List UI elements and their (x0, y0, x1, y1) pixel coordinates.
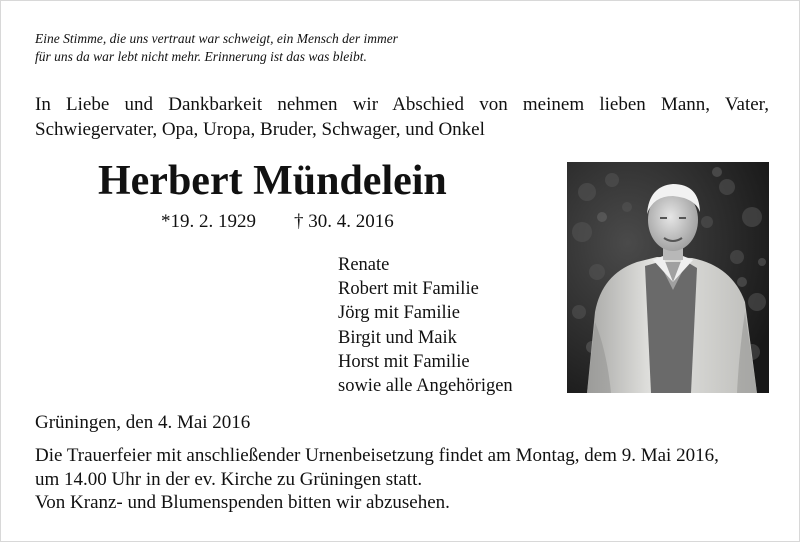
memorial-quote (35, 30, 495, 66)
mourner-item: Birgit und Maik (338, 327, 457, 348)
intro-line-1: In Liebe und Dankbarkeit nehmen wir Abschied von meinem lieben Mann, Vater, (35, 94, 769, 115)
place-and-date: Grüningen, den 4. Mai 2016 (35, 412, 251, 433)
ceremony-line-2: um 14.00 Uhr in der ev. Kirche zu Grüningen statt. (35, 468, 423, 490)
mourner-item: Horst mit Familie (338, 351, 470, 372)
mourner-item: Robert mit Familie (338, 279, 479, 300)
mourner-item: Jörg mit Familie (338, 303, 460, 324)
death-date: † 30. 4. 2016 (294, 211, 394, 232)
intro-line-2: Schwiegervater, Opa, Uropa, Bruder, Schwager, und Onkel (35, 119, 485, 140)
life-dates (161, 210, 394, 234)
ceremony-line-1: Die Trauerfeier mit anschließender Urnenbeisetzung findet am Montag, dem 9. Mai 2016, (35, 445, 719, 466)
portrait-photo-drawing (567, 162, 769, 393)
mourner-item: Renate (338, 255, 390, 275)
mourners-list (338, 253, 513, 398)
quote-line-2: für uns da war lebt nicht mehr. Erinnerung ist das was bleibt. (35, 49, 367, 64)
deceased-name: Herbert Mündelein (98, 158, 447, 204)
birth-date: *19. 2. 1929 (161, 211, 256, 232)
farewell-intro (35, 92, 769, 142)
ceremony-line-3: Von Kranz- und Blumenspenden bitten wir abzusehen. (35, 492, 450, 513)
mourner-item: sowie alle Angehörigen (338, 376, 513, 397)
ceremony-info (35, 444, 771, 515)
quote-line-1: Eine Stimme, die uns vertraut war schweigt, ein Mensch der immer (35, 31, 398, 46)
portrait-photo (567, 162, 769, 393)
